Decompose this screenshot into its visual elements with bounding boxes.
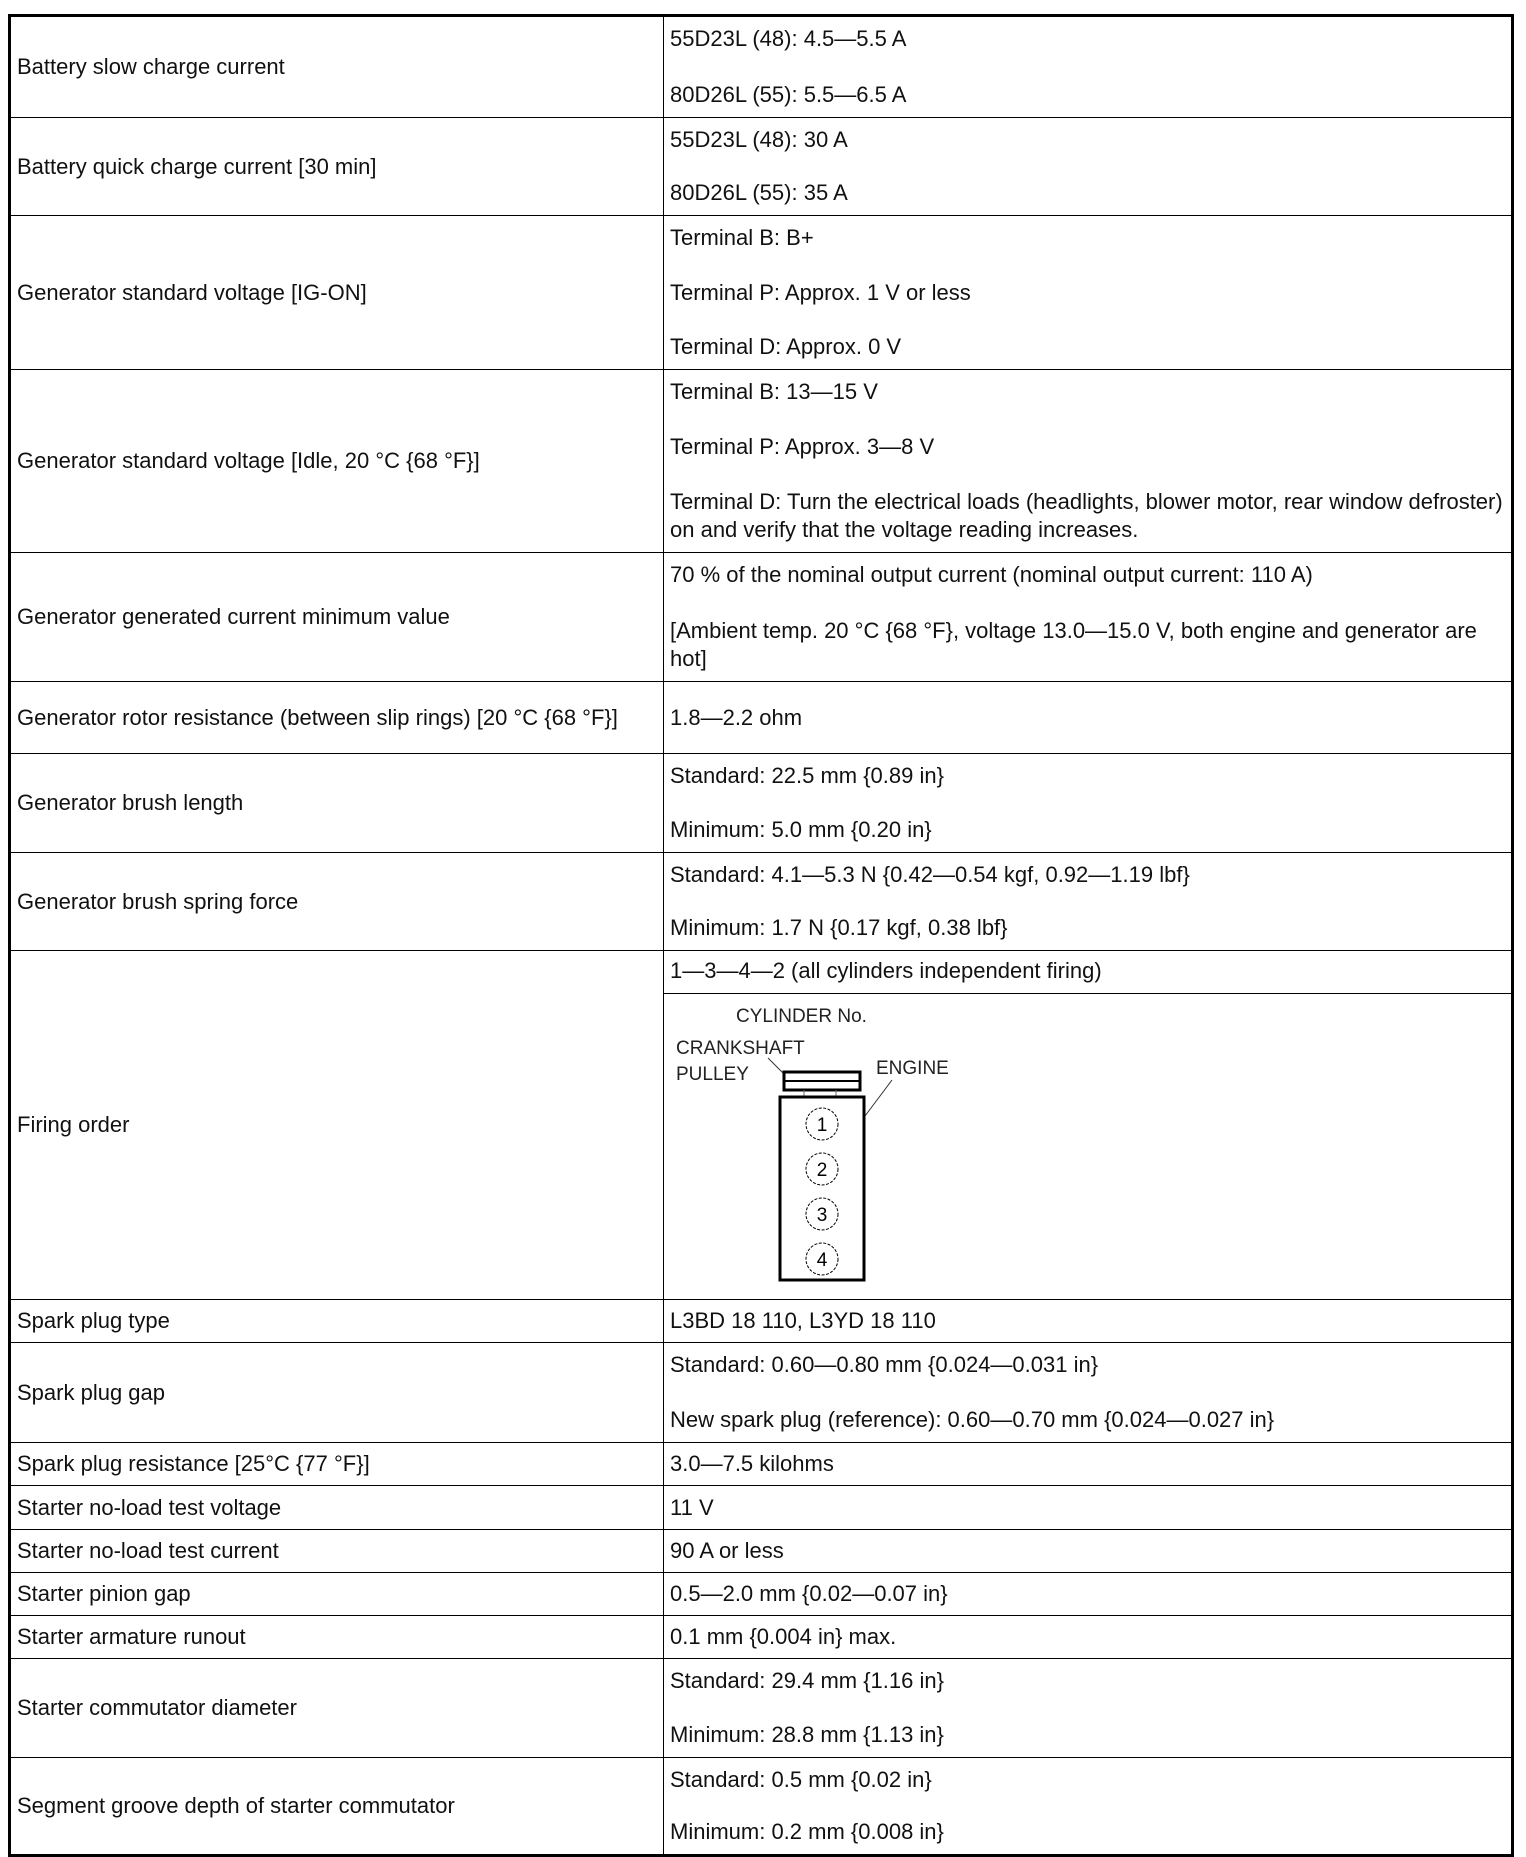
spec-label: Starter no-load test voltage: [10, 1486, 664, 1530]
spec-value: Terminal P: Approx. 1 V or less: [670, 279, 971, 305]
crankshaft-label: CRANKSHAFT: [676, 1038, 805, 1059]
spec-label: Firing order: [10, 951, 664, 1300]
spec-value: New spark plug (reference): 0.60—0.70 mm {0.024—0.027 in}: [670, 1407, 1275, 1432]
spec-row: [10, 1616, 1513, 1659]
spec-value: Minimum: 1.7 N {0.17 kgf, 0.38 lbf}: [670, 915, 1008, 940]
spec-row: [10, 1486, 1513, 1530]
spec-row: [10, 682, 1513, 754]
spec-value-cell: [664, 553, 1513, 682]
spec-value-cell: [664, 1486, 1513, 1530]
spec-value: 80D26L (55): 35 A: [670, 180, 848, 205]
spec-row: [10, 1659, 1513, 1758]
spec-row: [10, 118, 1513, 216]
spec-row: [10, 16, 1513, 118]
cylinder-no-label: CYLINDER No.: [736, 1006, 867, 1027]
spec-row: [10, 1758, 1513, 1856]
spec-value-cell: [664, 16, 1513, 118]
spec-value-cell: [664, 1443, 1513, 1486]
spec-value-cell: [664, 1659, 1513, 1758]
spec-value: 80D26L (55): 5.5—6.5 A: [670, 82, 907, 107]
spec-value: 0.5—2.0 mm {0.02—0.07 in}: [670, 1581, 948, 1606]
spec-value: Standard: 29.4 mm {1.16 in}: [670, 1668, 944, 1693]
spec-value-cell: [664, 1616, 1513, 1659]
spec-value: Minimum: 5.0 mm {0.20 in}: [670, 817, 932, 842]
spec-value: 55D23L (48): 30 A: [670, 127, 848, 152]
spec-value: Standard: 0.5 mm {0.02 in}: [670, 1767, 932, 1792]
spec-value: Minimum: 0.2 mm {0.008 in}: [670, 1819, 944, 1844]
spec-value: 55D23L (48): 4.5—5.5 A: [670, 26, 907, 51]
spec-value-cell: [664, 853, 1513, 951]
cylinder-number: 2: [816, 1160, 828, 1181]
spec-value-cell: [664, 1343, 1513, 1443]
spec-label: Starter commutator diameter: [10, 1659, 664, 1758]
spec-label: Generator brush length: [10, 754, 664, 853]
spec-value: Standard: 0.60—0.80 mm {0.024—0.031 in}: [670, 1352, 1099, 1377]
spec-label: Battery slow charge current: [10, 16, 664, 118]
spec-label: Spark plug gap: [10, 1343, 664, 1443]
spec-value-cell: [664, 216, 1513, 370]
cylinder-number: 4: [816, 1250, 828, 1271]
spec-row: [10, 754, 1513, 853]
spec-label: Spark plug type: [10, 1300, 664, 1343]
spec-label: Starter pinion gap: [10, 1573, 664, 1616]
spec-value: 90 A or less: [670, 1538, 784, 1563]
spec-value: L3BD 18 110, L3YD 18 110: [670, 1308, 936, 1333]
spec-value-cell: [664, 951, 1513, 1300]
spec-label: Generator generated current minimum value: [10, 553, 664, 682]
spec-row: [10, 553, 1513, 682]
pulley-label: PULLEY: [676, 1064, 749, 1085]
spec-row: [10, 216, 1513, 370]
spec-row: [10, 1300, 1513, 1343]
spec-value-cell: [664, 1530, 1513, 1573]
spec-value-cell: [664, 118, 1513, 216]
spec-label: Starter armature runout: [10, 1616, 664, 1659]
spec-value: Terminal D: Approx. 0 V: [670, 334, 902, 359]
spec-value-cell: [664, 1758, 1513, 1856]
spec-row: [10, 370, 1513, 553]
spec-value: 1.8—2.2 ohm: [670, 704, 803, 730]
engine-label: ENGINE: [876, 1058, 949, 1079]
spec-row: [10, 951, 1513, 1300]
spec-value: 0.1 mm {0.004 in} max.: [670, 1624, 897, 1649]
spec-label: Starter no-load test current: [10, 1530, 664, 1573]
spec-row: [10, 1530, 1513, 1573]
spec-label: Generator standard voltage [IG-ON]: [10, 216, 664, 370]
spec-value: Minimum: 28.8 mm {1.13 in}: [670, 1722, 944, 1747]
spec-value: [Ambient temp. 20 °C {68 °F}, voltage 13.0—15.0 V, both engine and generator are hot]: [670, 618, 1477, 671]
spec-value-cell: [664, 1300, 1513, 1343]
spec-value: 70 % of the nominal output current (nominal output current: 110 A): [670, 562, 1313, 587]
spec-row: [10, 1573, 1513, 1616]
spec-label: Spark plug resistance [25°C {77 °F}]: [10, 1443, 664, 1486]
firing-order-value: 1—3—4—2 (all cylinders independent firing): [664, 951, 1511, 994]
spec-row: [10, 853, 1513, 951]
spec-value: Terminal B: B+: [670, 225, 814, 250]
specifications-table: [8, 14, 1514, 1857]
cylinder-number: 3: [816, 1205, 828, 1226]
spec-value-cell: [664, 370, 1513, 553]
spec-value: Terminal B: 13—15 V: [670, 379, 878, 404]
spec-value: Terminal P: Approx. 3—8 V: [670, 434, 935, 459]
spec-label: Generator standard voltage [Idle, 20 °C {68 °F}]: [10, 370, 664, 553]
spec-label: Generator brush spring force: [10, 853, 664, 951]
spec-row: [10, 1343, 1513, 1443]
spec-label: Battery quick charge current [30 min]: [10, 118, 664, 216]
spec-label: Segment groove depth of starter commutator: [10, 1758, 664, 1856]
spec-label: Generator rotor resistance (between slip rings) [20 °C {68 °F}]: [10, 682, 664, 754]
cylinder-number: 1: [816, 1115, 828, 1136]
spec-value-cell: [664, 1573, 1513, 1616]
spec-value: 3.0—7.5 kilohms: [670, 1451, 834, 1476]
spec-value: Standard: 4.1—5.3 N {0.42—0.54 kgf, 0.92—1.19 lbf}: [670, 862, 1190, 887]
spec-value: Standard: 22.5 mm {0.89 in}: [670, 763, 944, 788]
spec-value: Terminal D: Turn the electrical loads (headlights, blower motor, rear window defroster) on and verify that the voltage reading increases.: [670, 489, 1503, 542]
spec-value: 11 V: [670, 1494, 714, 1520]
spec-value-cell: [664, 682, 1513, 754]
firing-order-diagram: [670, 994, 970, 1284]
spec-value-cell: [664, 754, 1513, 853]
spec-row: [10, 1443, 1513, 1486]
crankshaft-pulley-shape: [784, 1072, 860, 1096]
